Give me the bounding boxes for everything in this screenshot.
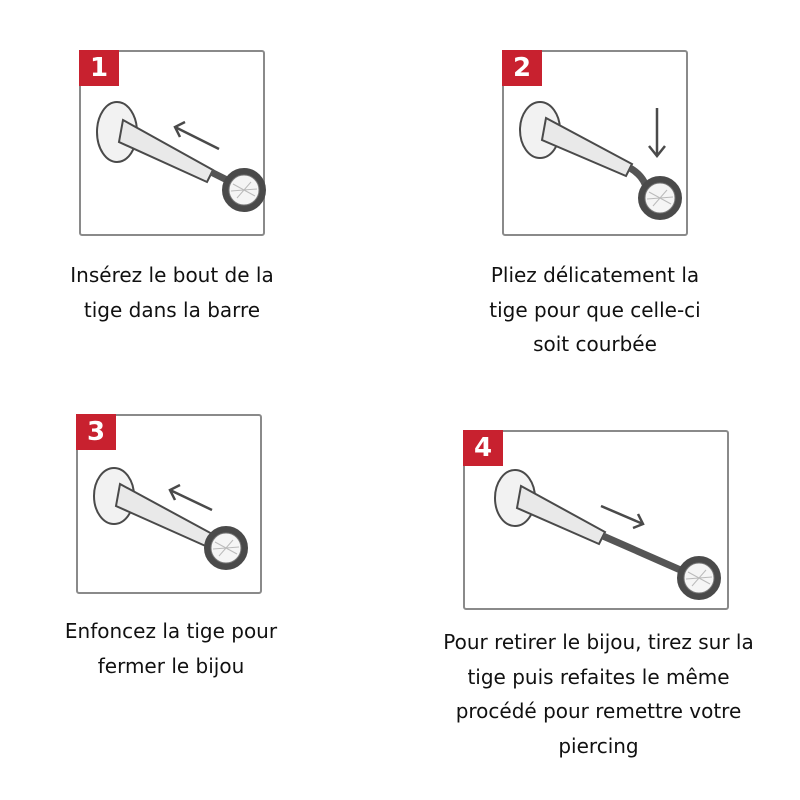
caption-line: fermer le bijou xyxy=(97,653,245,678)
labret-stud xyxy=(94,468,247,569)
caption-line: Insérez le bout de la xyxy=(70,263,274,287)
caption-line: tige dans la barre xyxy=(83,297,261,322)
pulled-tige-pin xyxy=(603,536,685,572)
arrow-right-icon xyxy=(601,506,643,528)
step-number-badge: 3 xyxy=(76,414,116,450)
caption-line: Pliez délicatement la xyxy=(490,263,700,287)
caption-line: tige puis refaites le même xyxy=(467,664,730,689)
step-2-caption xyxy=(455,258,735,362)
caption-line: piercing xyxy=(558,733,639,758)
step-2-panel xyxy=(502,50,688,236)
arrow-down-icon xyxy=(649,108,665,156)
step-number-badge: 2 xyxy=(502,50,542,86)
step-1-panel xyxy=(79,50,265,236)
arrow-left-icon xyxy=(170,485,212,510)
step-3-caption xyxy=(41,614,301,683)
caption-line: Enfoncez la tige pour xyxy=(64,619,278,643)
step-number-badge: 1 xyxy=(79,50,119,86)
caption-line: soit courbée xyxy=(533,332,657,356)
step-4-caption xyxy=(421,625,776,763)
step-4-illustration xyxy=(465,432,731,612)
step-1-caption xyxy=(42,258,302,327)
labret-stud xyxy=(495,470,720,599)
caption-line: tige pour que celle-ci xyxy=(489,297,701,322)
arrow-left-icon xyxy=(175,122,219,149)
step-number-badge: 4 xyxy=(463,430,503,466)
caption-line: procédé pour remettre votre xyxy=(455,699,742,723)
step-4-panel xyxy=(463,430,729,610)
closed-bar xyxy=(116,484,216,548)
step-3-panel xyxy=(76,414,262,594)
labret-stud xyxy=(97,102,265,211)
caption-line: Pour retirer le bijou, tirez sur la xyxy=(443,630,754,654)
